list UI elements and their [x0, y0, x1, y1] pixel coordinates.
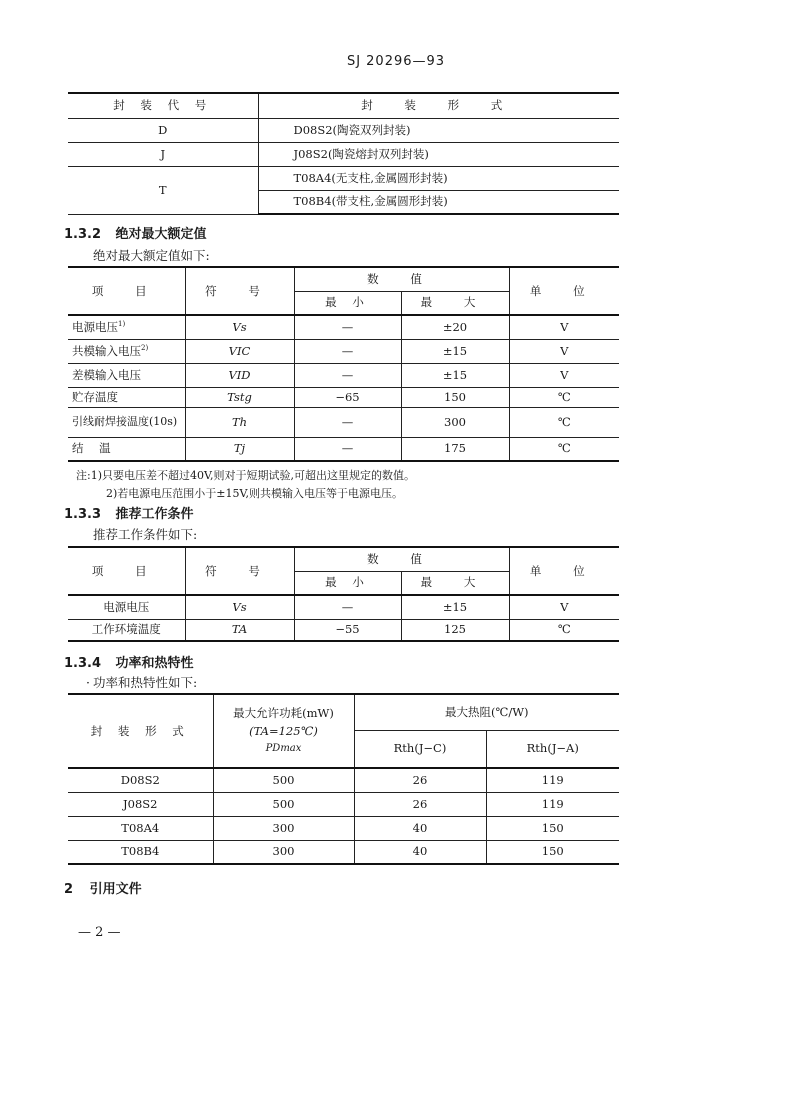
- rjc-cell: 26: [354, 792, 486, 816]
- section-number: 2: [64, 882, 74, 897]
- item-header: 项 目: [68, 547, 185, 595]
- min-cell: —: [294, 595, 401, 619]
- value-header: 数 值: [294, 267, 509, 291]
- package-header: 封 装 形 式: [68, 694, 213, 768]
- section-1-3-3-heading: [64, 503, 194, 522]
- package-form: T08B4(带支柱,金属圆形封装): [258, 190, 619, 214]
- package-form: J08S2(陶瓷熔封双列封装): [258, 142, 619, 166]
- item-cell: 贮存温度: [68, 387, 185, 407]
- symbol-cell: VIC: [185, 339, 294, 363]
- rjc-cell: 26: [354, 768, 486, 792]
- min-cell: −55: [294, 619, 401, 641]
- min-cell: —: [294, 315, 401, 339]
- package-cell: T08A4: [68, 816, 213, 840]
- unit-cell: ℃: [509, 387, 619, 407]
- unit-cell: V: [509, 363, 619, 387]
- unit-header: 单 位: [509, 267, 619, 315]
- table-row: [68, 407, 619, 437]
- max-cell: ±20: [401, 315, 509, 339]
- min-cell: —: [294, 339, 401, 363]
- unit-cell: ℃: [509, 407, 619, 437]
- section-title: 功率和热特性: [115, 656, 194, 671]
- max-cell: 150: [401, 387, 509, 407]
- package-cell: D08S2: [68, 768, 213, 792]
- section-intro: · 功率和热特性如下:: [86, 675, 198, 690]
- section-title: 推荐工作条件: [115, 507, 194, 522]
- unit-header: 单 位: [509, 547, 619, 595]
- min-cell: —: [294, 407, 401, 437]
- symbol-cell: TA: [185, 619, 294, 641]
- symbol-cell: Vs: [185, 315, 294, 339]
- page-number: — 2 —: [78, 925, 121, 940]
- table-row: [68, 437, 619, 461]
- min-header: 最 小: [294, 571, 401, 595]
- section-title: 绝对最大额定值: [115, 227, 207, 242]
- item-cell: 差模输入电压: [68, 363, 185, 387]
- max-header: 最 大: [401, 571, 509, 595]
- note-2: 2)若电源电压范围小于±15V,则共模输入电压等于电源电压。: [106, 487, 404, 500]
- package-form: T08A4(无支柱,金属圆形封装): [258, 166, 619, 190]
- max-cell: ±15: [401, 595, 509, 619]
- section-intro: 绝对最大额定值如下:: [93, 248, 210, 263]
- item-cell: 结 温: [68, 437, 185, 461]
- section-number: 1.3.2: [64, 227, 102, 242]
- table-row: [68, 363, 619, 387]
- table-row: [68, 768, 619, 792]
- table-row: [68, 339, 619, 363]
- power-cell: 500: [213, 768, 354, 792]
- power-thermal-table: [68, 693, 619, 865]
- absolute-max-ratings-table: [68, 266, 619, 462]
- power-cell: 500: [213, 792, 354, 816]
- symbol-cell: Tj: [185, 437, 294, 461]
- table-row: [68, 792, 619, 816]
- power-header: 最大允许功耗(mW) (TA=125℃) PDmax: [213, 694, 354, 768]
- symbol-cell: Th: [185, 407, 294, 437]
- table-row: [68, 315, 619, 339]
- package-code: T: [68, 166, 258, 214]
- max-cell: ±15: [401, 339, 509, 363]
- min-cell: −65: [294, 387, 401, 407]
- recommended-conditions-table: [68, 546, 619, 642]
- max-cell: 300: [401, 407, 509, 437]
- package-code: J: [68, 142, 258, 166]
- section-number: 1.3.4: [64, 656, 102, 671]
- symbol-cell: Vs: [185, 595, 294, 619]
- min-cell: —: [294, 437, 401, 461]
- section-intro: 推荐工作条件如下:: [93, 527, 198, 542]
- section-1-3-4-heading: [64, 652, 194, 671]
- item-header: 项 目: [68, 267, 185, 315]
- max-cell: 125: [401, 619, 509, 641]
- package-form-header: 封 装 形 式: [258, 93, 619, 118]
- table-row: [68, 595, 619, 619]
- unit-cell: ℃: [509, 619, 619, 641]
- table-row: [68, 619, 619, 641]
- min-header: 最 小: [294, 291, 401, 315]
- symbol-header: 符 号: [185, 547, 294, 595]
- package-code-header: 封 装 代 号: [68, 93, 258, 118]
- power-cell: 300: [213, 840, 354, 864]
- table-row: [68, 840, 619, 864]
- symbol-header: 符 号: [185, 267, 294, 315]
- section-number: 1.3.3: [64, 507, 102, 522]
- rja-cell: 119: [486, 768, 619, 792]
- rja-cell: 150: [486, 840, 619, 864]
- package-code: D: [68, 118, 258, 142]
- rjc-cell: 40: [354, 840, 486, 864]
- document-number: SJ 20296—93: [346, 54, 446, 69]
- max-cell: ±15: [401, 363, 509, 387]
- item-cell: 共模输入电压$^{2)}$: [68, 339, 185, 363]
- item-cell: 电源电压: [68, 595, 185, 619]
- min-cell: —: [294, 363, 401, 387]
- unit-cell: ℃: [509, 437, 619, 461]
- item-cell: 工作环境温度: [68, 619, 185, 641]
- rjc-cell: 40: [354, 816, 486, 840]
- rja-header: Rth(J−A): [486, 730, 619, 768]
- section-1-3-2-heading: [64, 223, 207, 242]
- package-cell: T08B4: [68, 840, 213, 864]
- rjc-header: Rth(J−C): [354, 730, 486, 768]
- section-2-heading: [64, 878, 142, 897]
- symbol-cell: VID: [185, 363, 294, 387]
- unit-cell: V: [509, 315, 619, 339]
- package-cell: J08S2: [68, 792, 213, 816]
- rja-cell: 150: [486, 816, 619, 840]
- item-cell: 引线耐焊接温度(10s): [68, 407, 185, 437]
- table-row: [68, 387, 619, 407]
- max-cell: 175: [401, 437, 509, 461]
- section-title: 引用文件: [89, 882, 142, 897]
- unit-cell: V: [509, 595, 619, 619]
- value-header: 数 值: [294, 547, 509, 571]
- symbol-cell: Tstg: [185, 387, 294, 407]
- package-table: [68, 92, 619, 215]
- item-cell: 电源电压$^{1)}$: [68, 315, 185, 339]
- power-cell: 300: [213, 816, 354, 840]
- unit-cell: V: [509, 339, 619, 363]
- max-header: 最 大: [401, 291, 509, 315]
- package-form: D08S2(陶瓷双列封装): [258, 118, 619, 142]
- rja-cell: 119: [486, 792, 619, 816]
- table-row: [68, 816, 619, 840]
- thermal-header: 最大热阻(℃/W): [354, 694, 619, 730]
- note-1: 注:1)只要电压差不超过40V,则对于短期试验,可超出这里规定的数值。: [76, 469, 416, 482]
